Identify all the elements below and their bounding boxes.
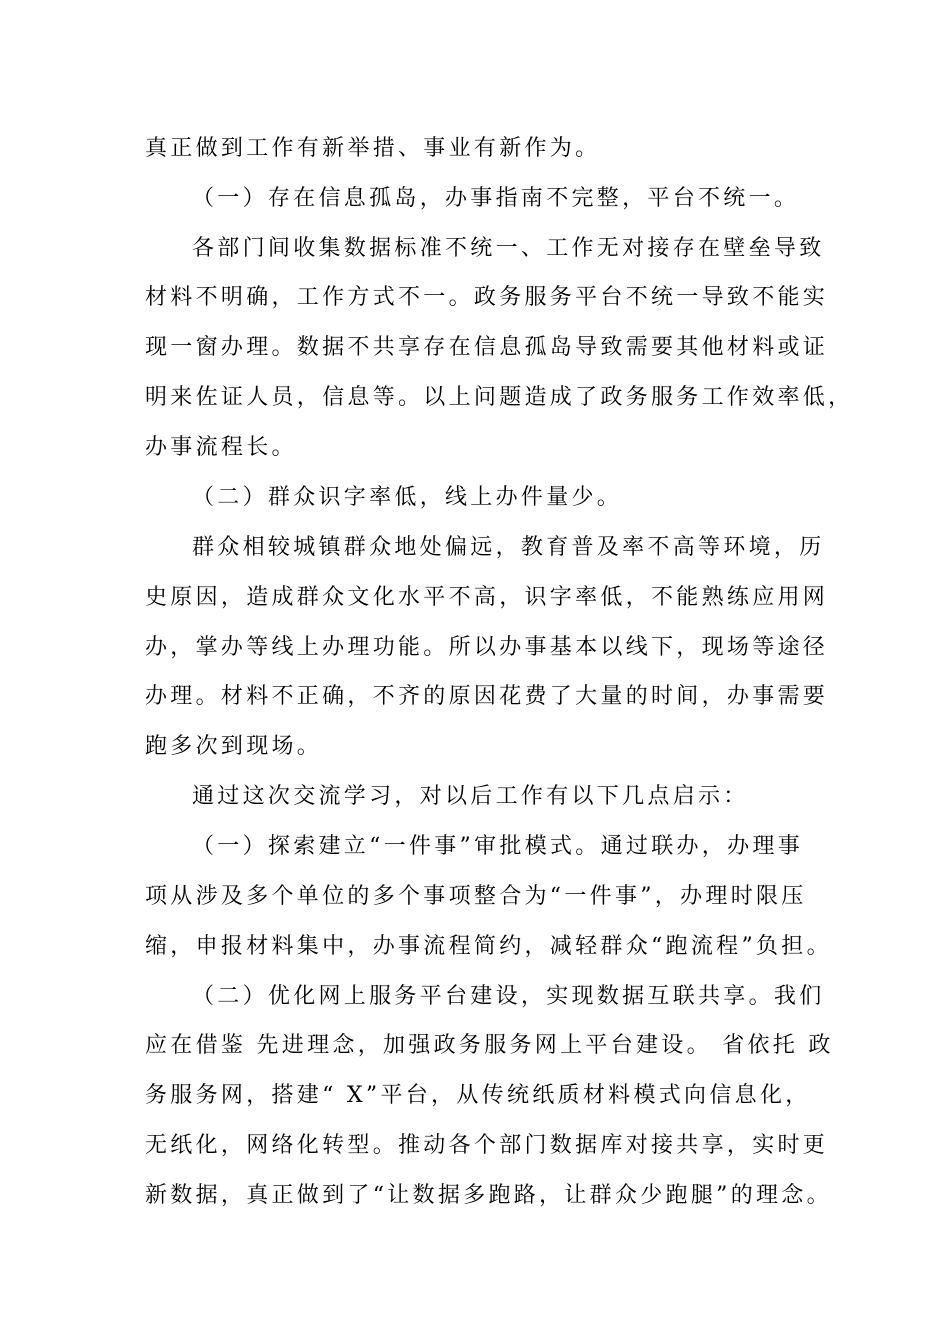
paragraph-line-4: 明来佐证人员，信息等。以上问题造成了政务服务工作效率低， (145, 385, 854, 410)
paragraph-line-14: 应在借鉴 先进理念，加强政务服务网上平台建设。 省依托 政 (145, 1033, 834, 1058)
section-heading-issue-2: （二）群众识字率低，线上办件量少。 (192, 485, 623, 510)
paragraph-line-5: 办事流程长。 (145, 435, 297, 460)
section-heading-insight-2: （二）优化网上服务平台建设，实现数据互联共享。我们 (192, 984, 825, 1009)
paragraph-line-17: 新数据，真正做到了“让数据多跑路，让群众少跑腿”的理念。 (145, 1183, 832, 1208)
paragraph-line-16: 无纸化，网络化转型。推动各个部门数据库对接共享，实时更 (145, 1133, 829, 1158)
paragraph-line-3: 现一窗办理。数据不共享存在信息孤岛导致需要其他材料或证 (145, 335, 829, 360)
paragraph-line-9: 办理。材料不正确，不齐的原因花费了大量的时间，办事需要 (145, 684, 829, 709)
paragraph-line-13: 缩，申报材料集中，办事流程简约，减轻群众“跑流程”负担。 (145, 934, 832, 959)
paragraph-line-8: 办，掌办等线上办理功能。所以办事基本以线下，现场等途径 (145, 635, 829, 660)
paragraph-line-15: 务服务网，搭建“ X”平台，从传统纸质材料模式向信息化， (145, 1083, 811, 1108)
paragraph-line-6: 群众相较城镇群众地处偏远，教育普及率不高等环境，历 (192, 535, 825, 560)
paragraph-line-10: 跑多次到现场。 (145, 734, 323, 759)
paragraph-line-11: 通过这次交流学习，对以后工作有以下几点启示： (192, 784, 749, 809)
paragraph-line-1: 各部门间收集数据标准不统一、工作无对接存在壁垒导致 (192, 236, 825, 261)
paragraph-line-12: 项从涉及多个单位的多个事项整合为“一件事”，办理时限压 (145, 884, 807, 909)
text-line-1: 真正做到工作有新举措、事业有新作为。 (145, 136, 601, 161)
section-heading-insight-1: （一）探索建立“一件事”审批模式。通过联办，办理事 (192, 834, 803, 859)
paragraph-line-2: 材料不明确，工作方式不一。政务服务平台不统一导致不能实 (145, 285, 829, 310)
section-heading-issue-1: （一）存在信息孤岛，办事指南不完整，平台不统一。 (192, 186, 800, 211)
paragraph-line-7: 史原因，造成群众文化水平不高，识字率低，不能熟练应用网 (145, 585, 829, 610)
